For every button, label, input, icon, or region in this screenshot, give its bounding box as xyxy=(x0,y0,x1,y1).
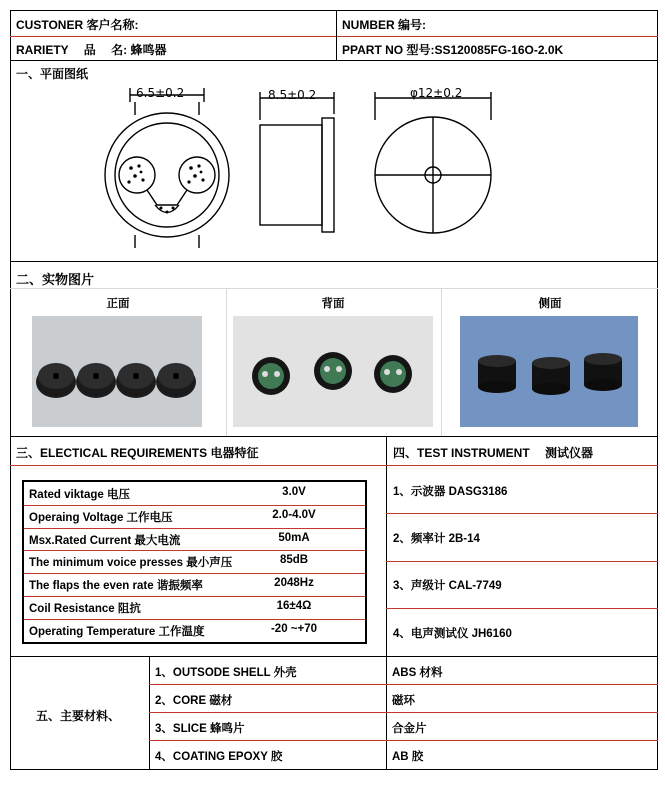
material-value: AB 胶 xyxy=(392,751,424,763)
material-row-divider-2 xyxy=(149,712,658,713)
caption-front: 正面 xyxy=(106,298,130,310)
section1-title: 一、平面图纸 xyxy=(16,67,89,81)
photo-back xyxy=(233,316,433,427)
spec-label: Operaing Voltage 工作电压 xyxy=(29,511,173,524)
section2-title: 二、实物图片 xyxy=(16,272,95,287)
dim-front-width: 6.5±0.2 xyxy=(136,86,185,100)
spec-value: 3.0V xyxy=(282,486,306,498)
section5-divider xyxy=(10,656,658,657)
section3-title: 三、ELECTICAL REQUIREMENTS 电器特征 xyxy=(16,446,259,460)
section5-col-divider-2 xyxy=(386,656,387,770)
spec-row xyxy=(24,528,365,552)
section5-col-divider-1 xyxy=(149,656,150,770)
photo-side xyxy=(460,316,638,427)
instr-divider-0 xyxy=(386,465,658,466)
photo-front xyxy=(32,316,202,427)
material-value: 合金片 xyxy=(392,723,427,735)
spec-row xyxy=(24,505,365,529)
material-row-divider-3 xyxy=(149,740,658,741)
spec-label: Operating Temperature 工作温度 xyxy=(29,625,205,638)
spec-row xyxy=(24,550,365,574)
section3-4-divider xyxy=(386,436,387,656)
material-part: 2、CORE 磁材 xyxy=(155,695,233,707)
customer-label: CUSTONER 客户名称: xyxy=(16,18,139,32)
photo-col-divider-1 xyxy=(226,288,227,436)
spec-value: 85dB xyxy=(279,554,309,567)
header-divider-2 xyxy=(10,60,658,61)
spec-value: 16±4Ω xyxy=(276,600,312,612)
spec-label: Coil Resistance 阻抗 xyxy=(29,603,141,615)
spec-value: 2.0-4.0V xyxy=(272,508,316,521)
instrument-item: 4、电声测试仪 JH6160 xyxy=(393,628,512,640)
section3-divider xyxy=(10,436,658,437)
electrical-spec-table xyxy=(22,480,367,644)
technical-drawing xyxy=(95,80,495,250)
material-part: 3、SLICE 蜂鸣片 xyxy=(155,723,245,735)
instr-divider-2 xyxy=(386,561,658,562)
variety-label: RARIETY 品 名: 蜂鸣器 xyxy=(16,43,167,57)
spec-value: -20 ~+70 xyxy=(270,622,318,635)
spec-label: The flaps the even rate 谐振频率 xyxy=(29,580,203,593)
spec-row xyxy=(24,619,365,642)
instrument-item: 2、频率计 2B-14 xyxy=(393,533,480,545)
instrument-item: 1、示波器 DASG3186 xyxy=(393,486,508,498)
section3-title-underline xyxy=(10,465,386,466)
caption-side: 侧面 xyxy=(538,298,562,310)
section2-divider xyxy=(10,261,658,262)
header-column-divider xyxy=(336,10,337,60)
section4-title: 四、TEST INSTRUMENT 测试仪器 xyxy=(393,446,593,460)
material-value: ABS 材料 xyxy=(392,667,443,679)
material-part: 1、OUTSODE SHELL 外壳 xyxy=(155,667,297,679)
photo-caption-divider xyxy=(10,288,658,289)
number-label: NUMBER 编号: xyxy=(342,18,426,32)
spec-label: Rated viktage 电压 xyxy=(29,489,130,501)
instrument-item: 3、声级计 CAL-7749 xyxy=(393,580,502,592)
spec-row xyxy=(24,573,365,597)
part-number-label: PPART NO 型号:SS120085FG-16O-2.0K xyxy=(342,43,564,57)
material-part: 4、COATING EPOXY 胶 xyxy=(155,751,283,763)
caption-back: 背面 xyxy=(321,298,345,310)
instr-divider-1 xyxy=(386,513,658,514)
material-row-divider-1 xyxy=(149,684,658,685)
spec-label: Msx.Rated Current 最大电流 xyxy=(29,534,181,547)
photo-col-divider-2 xyxy=(441,288,442,436)
spec-label: The minimum voice presses 最小声压 xyxy=(29,557,233,570)
header-divider-red xyxy=(10,36,658,37)
dim-side-depth: 8.5±0.2 xyxy=(268,88,317,102)
spec-value: 50mA xyxy=(278,531,310,544)
spec-value: 2048Hz xyxy=(274,577,314,590)
material-value: 磁环 xyxy=(392,695,415,707)
section5-title: 五、主要材料、 xyxy=(36,709,121,723)
dim-back-diameter: φ12±0.2 xyxy=(410,86,463,100)
spec-row xyxy=(24,482,365,506)
spec-row xyxy=(24,596,365,620)
instr-divider-3 xyxy=(386,608,658,609)
